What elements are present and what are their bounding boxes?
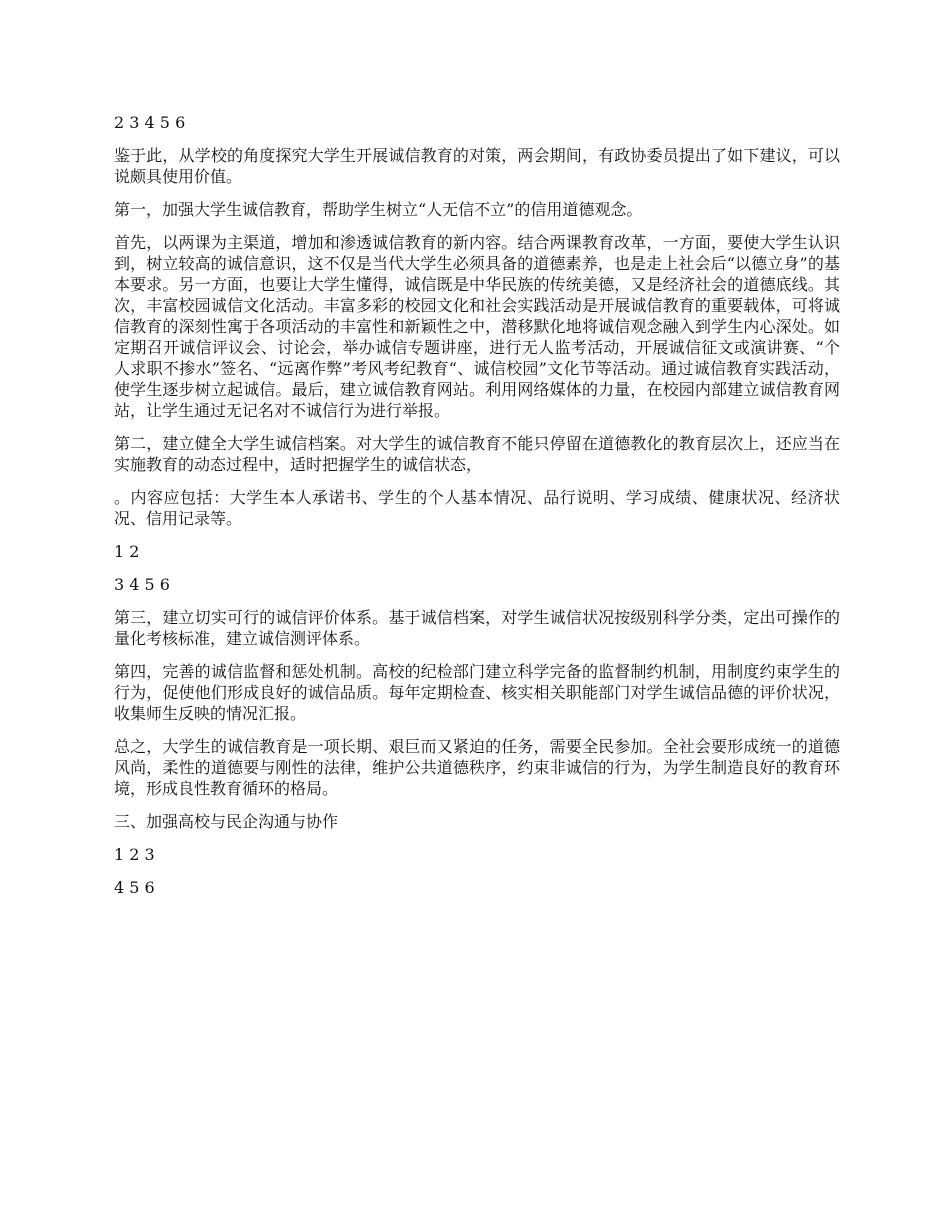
body-paragraph: 总之，大学生的诚信教育是一项长期、艰巨而又紧迫的任务，需要全民参加。全社会要形成统一的道德风尚，柔性的道德要与刚性的法律，维护公共道德秩序，约束非诚信的行为，为学生制造良好的教育环境，形成良性教育循环的格局。 [114,737,840,798]
body-paragraph: 第三，建立切实可行的诚信评价体系。基于诚信档案，对学生诚信状况按级别科学分类，定出可操作的量化考核标准，建立诚信测评体系。 [114,608,840,648]
body-paragraph: 第四，完善的诚信监督和惩处机制。高校的纪检部门建立科学完备的监督制约机制，用制度约束学生的行为，促使他们形成良好的诚信品质。每年定期检查、核实相关职能部门对学生诚信品德的评价状况，收集师生反映的情况汇报。 [114,662,840,723]
number-line: 3 4 5 6 [114,575,170,594]
number-line: 1 2 3 [114,845,155,864]
section-heading: 三、加强高校与民企沟通与协作 [114,812,339,831]
body-paragraph: 第一，加强大学生诚信教育，帮助学生树立“人无信不立”的信用道德观念。 [114,200,643,219]
body-paragraph: 首先，以两课为主渠道，增加和渗透诚信教育的新内容。结合两课教育改革，一方面，要使大学生认识到，树立较高的诚信意识，这不仅是当代大学生必须具备的道德素养，也是走上社会后“以德立身”的基本要求。另一方面，也要让大学生懂得，诚信既是中华民族的传统美德，又是经济社会的道德底线。其次，丰富校园诚信文化活动。丰富多彩的校园文化和社会实践活动是开展诚信教育的重要载体，可将诚信教育的深刻性寓于各项活动的丰富性和新颖性之中，潜移默化地将诚信观念融入到学生内心深处。如定期召开诚信评议会、讨论会，举办诚信专题讲座，进行无人监考活动，开展诚信征文或演讲赛、“个人求职不掺水”签名、“远离作弊”考风考纪教育“、诚信校园”文化节等活动。通过诚信教育实践活动，使学生逐步树立起诚信。最后，建立诚信教育网站。利用网络媒体的力量，在校园内部建立诚信教育网站，让学生通过无记名对不诚信行为进行举报。 [114,233,840,420]
body-paragraph: 鉴于此，从学校的角度探究大学生开展诚信教育的对策，两会期间，有政协委员提出了如下建议，可以说颇具使用价值。 [114,146,840,186]
body-paragraph: 第二，建立健全大学生诚信档案。对大学生的诚信教育不能只停留在道德教化的教育层次上，还应当在实施教育的动态过程中，适时把握学生的诚信状态， [114,434,840,474]
number-line: 1 2 [114,542,140,561]
document-page [114,112,840,910]
number-line: 2 3 4 5 6 [114,113,186,132]
body-paragraph: 。内容应包括：大学生本人承诺书、学生的个人基本情况、品行说明、学习成绩、健康状况、经济状况、信用记录等。 [114,488,840,528]
number-line: 4 5 6 [114,878,155,897]
